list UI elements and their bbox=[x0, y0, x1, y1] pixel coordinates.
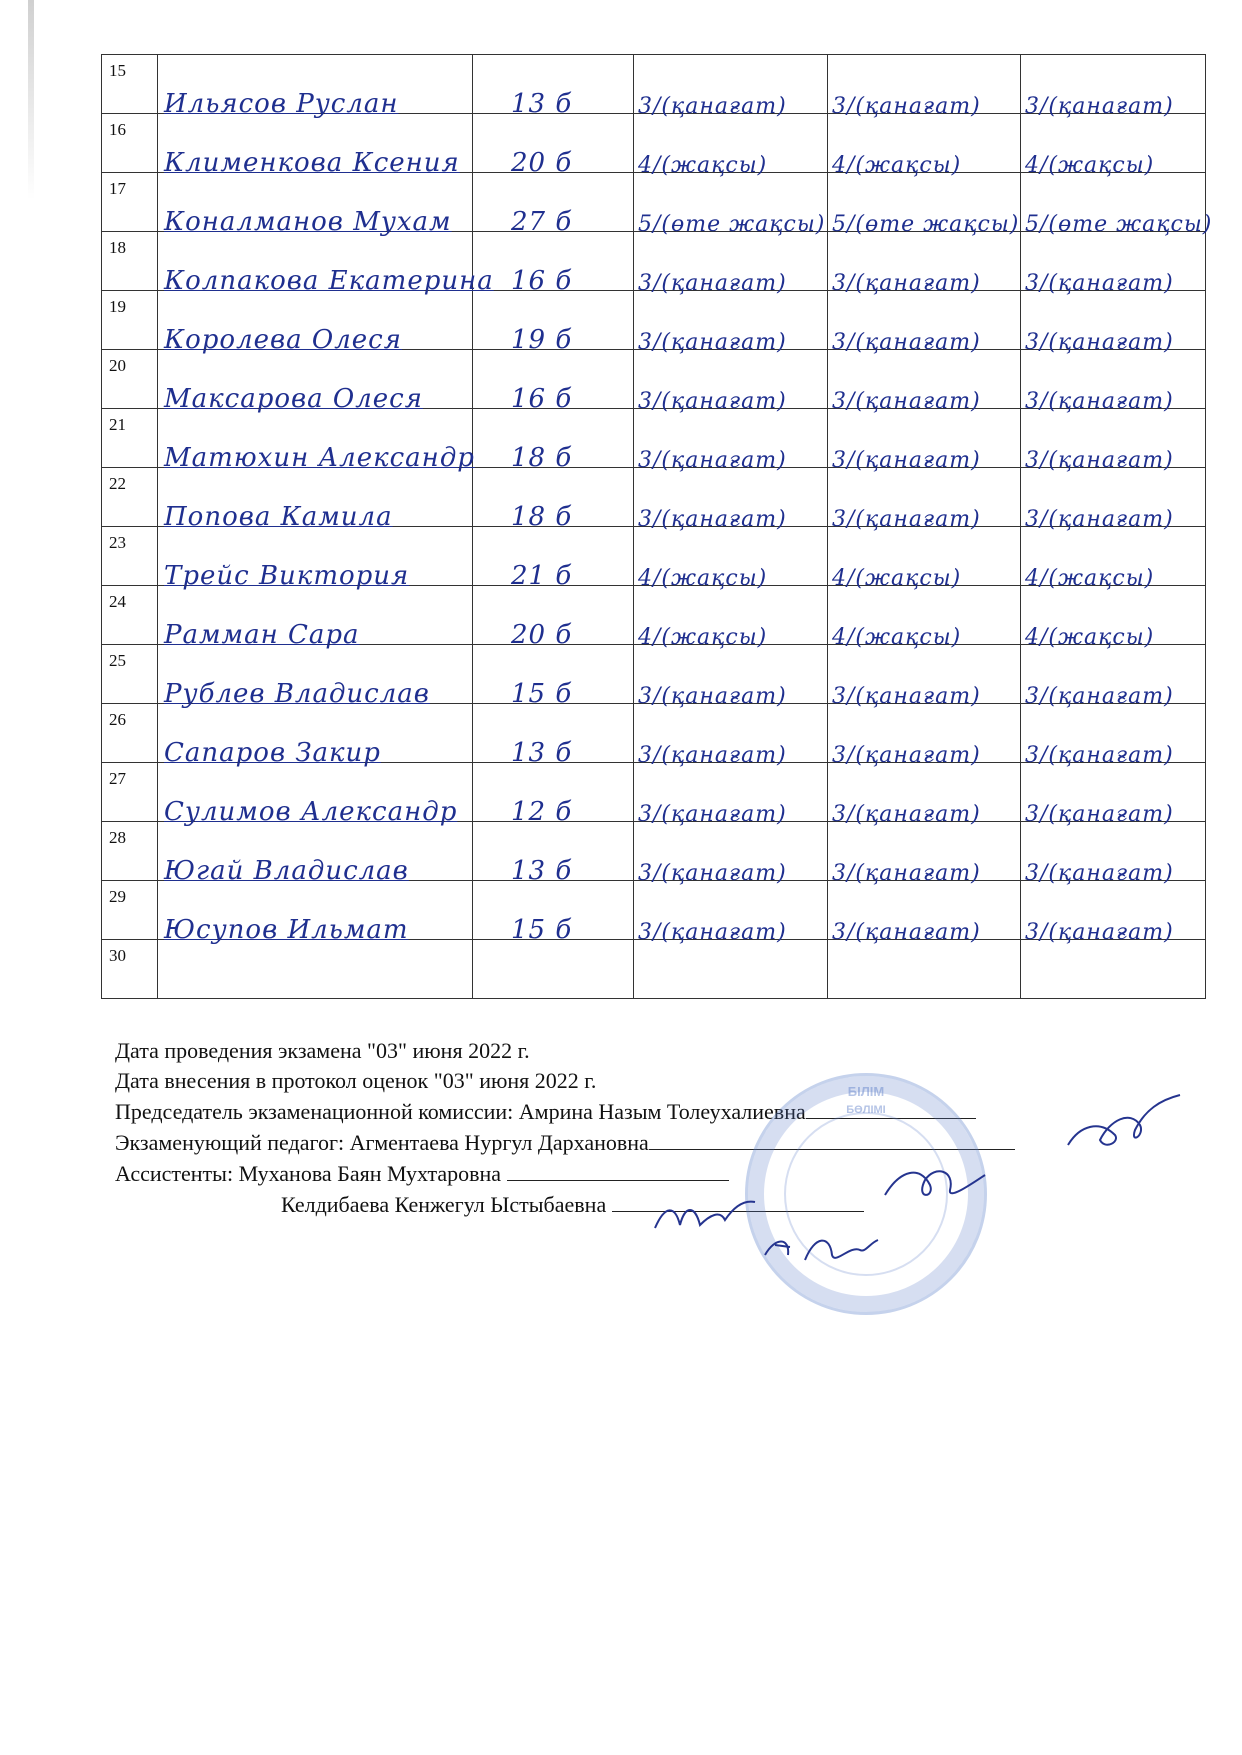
grade-3-cell bbox=[1021, 173, 1213, 237]
grade-3: 3/(қанағат) bbox=[1025, 861, 1174, 886]
grade-2: 3/(қанағат) bbox=[832, 330, 981, 355]
grade-2-cell bbox=[828, 468, 1021, 532]
score-cell bbox=[473, 940, 634, 999]
grade-2-cell bbox=[828, 409, 1021, 473]
student-name: Югай Владислав bbox=[164, 856, 409, 886]
student-name: Рублев Владислав bbox=[164, 679, 430, 709]
grade-1-cell bbox=[634, 55, 828, 119]
grade-3-cell bbox=[1021, 763, 1206, 827]
row-number-cell: 19 bbox=[102, 291, 158, 350]
grade-2: 3/(қанағат) bbox=[832, 802, 981, 827]
grade-2: 5/(өте жақсы) bbox=[832, 212, 1020, 237]
score-cell bbox=[473, 173, 634, 237]
student-name-cell bbox=[158, 173, 473, 237]
row-number-cell: 29 bbox=[102, 881, 158, 940]
grade-1-cell bbox=[634, 822, 828, 886]
chairman-signature bbox=[1060, 1090, 1190, 1170]
grade-3: 5/(өте жақсы) bbox=[1025, 212, 1213, 237]
scan-edge-mark bbox=[28, 0, 34, 200]
student-name: Максарова Олеся bbox=[164, 384, 423, 414]
row-number-cell: 15 bbox=[102, 55, 158, 114]
score-cell bbox=[473, 291, 634, 355]
grade-2-cell bbox=[828, 527, 1021, 591]
grade-3-cell bbox=[1021, 881, 1206, 945]
table-row bbox=[102, 409, 1206, 468]
score: 19 б bbox=[511, 325, 573, 355]
row-number-cell: 21 bbox=[102, 409, 158, 468]
score: 16 б bbox=[511, 266, 573, 296]
score-cell bbox=[473, 527, 634, 591]
score-cell bbox=[473, 645, 634, 709]
student-name: Сулимов Александр bbox=[164, 797, 458, 827]
grade-1-cell bbox=[634, 350, 828, 414]
table-row bbox=[102, 291, 1206, 350]
grade-1: 3/(қанағат) bbox=[638, 507, 787, 532]
grade-2: 3/(қанағат) bbox=[832, 920, 981, 945]
score-cell bbox=[473, 586, 634, 650]
grade-2-cell bbox=[828, 704, 1021, 768]
grade-3-cell bbox=[1021, 114, 1206, 178]
student-name: Попова Камила bbox=[164, 502, 393, 532]
score: 13 б bbox=[511, 89, 573, 119]
score: 15 б bbox=[511, 679, 573, 709]
grade-1: 3/(қанағат) bbox=[638, 861, 787, 886]
grade-2-cell bbox=[828, 173, 1021, 237]
student-name: Сапаров Закир bbox=[164, 738, 381, 768]
grade-1-cell bbox=[634, 763, 828, 827]
row-number-cell: 23 bbox=[102, 527, 158, 586]
table-row bbox=[102, 704, 1206, 763]
assistant1-signature bbox=[650, 1190, 760, 1240]
examiner-text: Экзаменующий педагог: Агментаева Нургул Дархановна bbox=[115, 1130, 649, 1155]
student-name-cell bbox=[158, 940, 473, 999]
row-number-cell: 28 bbox=[102, 822, 158, 881]
score: 20 б bbox=[511, 620, 573, 650]
student-name: Королева Олеся bbox=[164, 325, 402, 355]
grade-3: 3/(қанағат) bbox=[1025, 920, 1174, 945]
grade-2: 4/(жақсы) bbox=[832, 153, 962, 178]
grade-3-cell bbox=[1021, 586, 1206, 650]
student-name: Клименкова Ксения bbox=[164, 148, 460, 178]
table-row bbox=[102, 881, 1206, 940]
grade-1: 5/(өте жақсы) bbox=[638, 212, 826, 237]
grade-3-cell bbox=[1021, 291, 1206, 355]
grade-1-cell bbox=[634, 114, 828, 178]
student-name: Трейс Виктория bbox=[164, 561, 410, 591]
grade-1-cell bbox=[634, 527, 828, 591]
student-name-cell bbox=[158, 881, 473, 945]
score: 13 б bbox=[511, 738, 573, 768]
grade-2: 3/(қанағат) bbox=[832, 743, 981, 768]
grade-3: 3/(қанағат) bbox=[1025, 330, 1174, 355]
stamp-text-top: БІЛІМ bbox=[847, 1084, 885, 1099]
row-number-cell: 16 bbox=[102, 114, 158, 173]
score: 18 б bbox=[511, 502, 573, 532]
grade-3: 3/(қанағат) bbox=[1025, 389, 1174, 414]
table-row bbox=[102, 645, 1206, 704]
score-cell bbox=[473, 350, 634, 414]
student-name-cell bbox=[158, 232, 494, 296]
student-name-cell bbox=[158, 822, 473, 886]
student-name: Коналманов Мухам bbox=[164, 207, 452, 237]
student-name-cell bbox=[158, 409, 475, 473]
row-number-cell: 18 bbox=[102, 232, 158, 291]
grade-3: 4/(жақсы) bbox=[1025, 153, 1155, 178]
score: 13 б bbox=[511, 856, 573, 886]
grade-3: 3/(қанағат) bbox=[1025, 507, 1174, 532]
assistant2-signature bbox=[760, 1225, 880, 1275]
score: 18 б bbox=[511, 443, 573, 473]
grade-1-cell bbox=[634, 881, 828, 945]
grade-1: 3/(қанағат) bbox=[638, 448, 787, 473]
table-row bbox=[102, 468, 1206, 527]
grade-2-cell bbox=[828, 350, 1021, 414]
grade-3-cell bbox=[1021, 350, 1206, 414]
grade-3-cell bbox=[1021, 704, 1206, 768]
row-number-cell: 27 bbox=[102, 763, 158, 822]
grade-3: 3/(қанағат) bbox=[1025, 271, 1174, 296]
grade-2-cell bbox=[828, 232, 1021, 296]
grade-1-cell bbox=[634, 232, 828, 296]
grade-2: 3/(қанағат) bbox=[832, 861, 981, 886]
table-row bbox=[102, 586, 1206, 645]
score-cell bbox=[473, 114, 634, 178]
table-row bbox=[102, 55, 1206, 114]
student-name-cell bbox=[158, 468, 473, 532]
grade-2: 3/(қанағат) bbox=[832, 448, 981, 473]
grade-1: 3/(қанағат) bbox=[638, 94, 787, 119]
table-row bbox=[102, 940, 1206, 999]
grade-2-cell bbox=[828, 940, 1021, 999]
score-cell bbox=[473, 232, 634, 296]
grades-table bbox=[101, 54, 1213, 999]
grade-1: 3/(қанағат) bbox=[638, 920, 787, 945]
assistant2-text: Келдибаева Кенжегул Ыстыбаевна bbox=[281, 1192, 607, 1217]
student-name-cell bbox=[158, 114, 473, 178]
grade-3: 4/(жақсы) bbox=[1025, 566, 1155, 591]
student-name-cell bbox=[158, 763, 473, 827]
grade-1-cell bbox=[634, 586, 828, 650]
grade-2-cell bbox=[828, 291, 1021, 355]
grade-3: 3/(қанағат) bbox=[1025, 802, 1174, 827]
row-number-cell: 20 bbox=[102, 350, 158, 409]
score-cell bbox=[473, 704, 634, 768]
student-name-cell bbox=[158, 645, 473, 709]
grade-3-cell bbox=[1021, 55, 1206, 119]
exam-date-line: Дата проведения экзамена "03" июня 2022 г. bbox=[115, 1038, 530, 1063]
grade-1-cell bbox=[634, 468, 828, 532]
grade-2: 4/(жақсы) bbox=[832, 566, 962, 591]
student-name-cell bbox=[158, 527, 473, 591]
grade-2: 3/(қанағат) bbox=[832, 684, 981, 709]
student-name-cell bbox=[158, 350, 473, 414]
grade-3: 3/(қанағат) bbox=[1025, 743, 1174, 768]
row-number-cell: 17 bbox=[102, 173, 158, 232]
grade-3-cell bbox=[1021, 468, 1206, 532]
grade-2-cell bbox=[828, 822, 1021, 886]
grade-2: 4/(жақсы) bbox=[832, 625, 962, 650]
grade-1: 4/(жақсы) bbox=[638, 153, 768, 178]
grade-1-cell bbox=[634, 173, 828, 237]
grade-1: 4/(жақсы) bbox=[638, 566, 768, 591]
grade-1: 3/(қанағат) bbox=[638, 743, 787, 768]
score: 12 б bbox=[511, 797, 573, 827]
grade-2-cell bbox=[828, 586, 1021, 650]
row-number-cell: 24 bbox=[102, 586, 158, 645]
grade-1: 3/(қанағат) bbox=[638, 271, 787, 296]
grade-1-cell bbox=[634, 409, 828, 473]
table-row bbox=[102, 173, 1206, 232]
grade-3-cell bbox=[1021, 822, 1206, 886]
grade-3: 3/(қанағат) bbox=[1025, 448, 1174, 473]
row-number-cell: 22 bbox=[102, 468, 158, 527]
assistant1-text: Ассистенты: Муханова Баян Мухтаровна bbox=[115, 1161, 502, 1186]
grade-3-cell bbox=[1021, 409, 1206, 473]
score-cell bbox=[473, 55, 634, 119]
student-name-cell bbox=[158, 704, 473, 768]
grade-1: 3/(қанағат) bbox=[638, 802, 787, 827]
table-row bbox=[102, 763, 1206, 822]
grade-2: 3/(қанағат) bbox=[832, 271, 981, 296]
grade-3: 3/(қанағат) bbox=[1025, 684, 1174, 709]
grade-3: 3/(қанағат) bbox=[1025, 94, 1174, 119]
grade-2-cell bbox=[828, 881, 1021, 945]
grade-3-cell bbox=[1021, 940, 1206, 999]
table-row bbox=[102, 114, 1206, 173]
grade-3-cell bbox=[1021, 232, 1206, 296]
score: 16 б bbox=[511, 384, 573, 414]
chairman-text: Председатель экзаменационной комиссии: Амрина Назым Толеухалиевна bbox=[115, 1099, 806, 1124]
grade-2-cell bbox=[828, 645, 1021, 709]
protocol-date-line: Дата внесения в протокол оценок "03" июня 2022 г. bbox=[115, 1068, 597, 1093]
examiner-signature bbox=[880, 1150, 990, 1210]
score-cell bbox=[473, 881, 634, 945]
score: 15 б bbox=[511, 915, 573, 945]
grade-2: 3/(қанағат) bbox=[832, 389, 981, 414]
grade-1: 3/(қанағат) bbox=[638, 330, 787, 355]
grade-1-cell bbox=[634, 704, 828, 768]
grade-1: 3/(қанағат) bbox=[638, 389, 787, 414]
student-name: Рамман Сара bbox=[164, 620, 360, 650]
grade-1: 3/(қанағат) bbox=[638, 684, 787, 709]
stamp-text-second: БӨЛІМІ bbox=[846, 1104, 886, 1116]
grade-3-cell bbox=[1021, 527, 1206, 591]
grade-2-cell bbox=[828, 114, 1021, 178]
assistant1-signature-line bbox=[507, 1158, 729, 1181]
table-row bbox=[102, 527, 1206, 586]
table-row bbox=[102, 350, 1206, 409]
grade-1-cell bbox=[634, 291, 828, 355]
score-cell bbox=[473, 409, 634, 473]
student-name: Колпакова Екатерина bbox=[164, 266, 494, 296]
student-name-cell bbox=[158, 55, 473, 119]
grade-2: 3/(қанағат) bbox=[832, 507, 981, 532]
score: 21 б bbox=[511, 561, 573, 591]
grade-3-cell bbox=[1021, 645, 1206, 709]
grade-2-cell bbox=[828, 763, 1021, 827]
score: 27 б bbox=[511, 207, 573, 237]
grade-1-cell bbox=[634, 940, 828, 999]
grade-2: 3/(қанағат) bbox=[832, 94, 981, 119]
row-number-cell: 30 bbox=[102, 940, 158, 999]
grade-1: 4/(жақсы) bbox=[638, 625, 768, 650]
student-name-cell bbox=[158, 586, 473, 650]
grade-3: 4/(жақсы) bbox=[1025, 625, 1155, 650]
score-cell bbox=[473, 822, 634, 886]
student-name: Матюхин Александр bbox=[164, 443, 475, 473]
score-cell bbox=[473, 763, 634, 827]
table-row bbox=[102, 822, 1206, 881]
grade-2-cell bbox=[828, 55, 1021, 119]
row-number-cell: 25 bbox=[102, 645, 158, 704]
row-number-cell: 26 bbox=[102, 704, 158, 763]
student-name-cell bbox=[158, 291, 473, 355]
student-name: Юсупов Ильмат bbox=[164, 915, 409, 945]
student-name: Ильясов Руслан bbox=[164, 89, 399, 119]
score-cell bbox=[473, 468, 634, 532]
score: 20 б bbox=[511, 148, 573, 178]
table-row bbox=[102, 232, 1206, 291]
grade-1-cell bbox=[634, 645, 828, 709]
grades-table-body bbox=[102, 55, 1213, 999]
